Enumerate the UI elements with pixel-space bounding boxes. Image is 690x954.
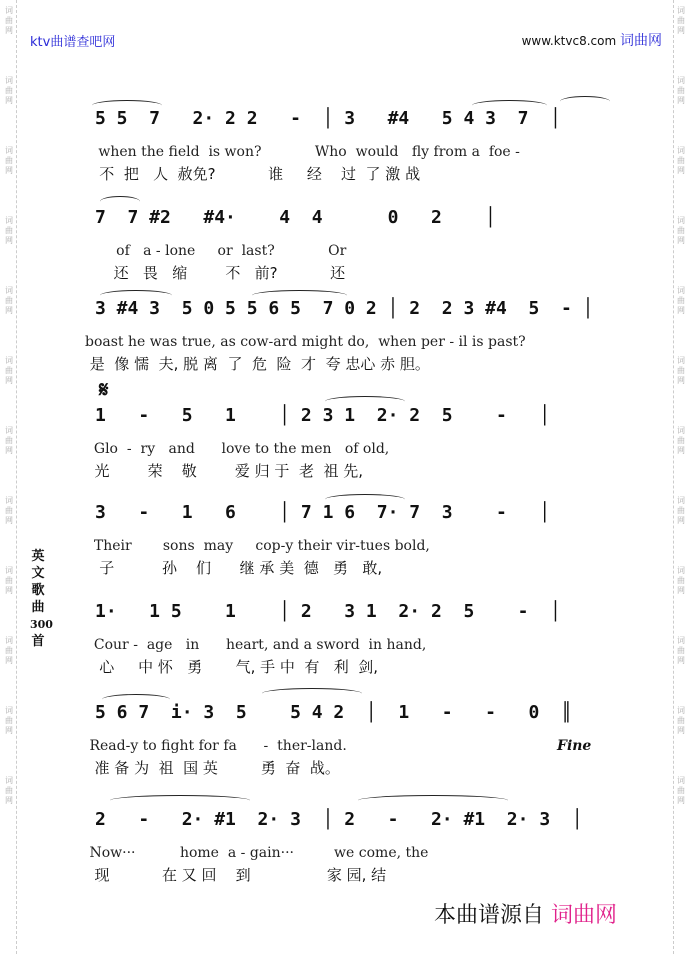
triplet-slur — [325, 396, 405, 407]
english-lyrics: Their sons may cop-y their vir-tues bold, — [85, 538, 430, 554]
jianpu-notes: 1· 1 5 1 │ 2 3 1 2· 2 5 - │ — [95, 601, 561, 622]
triplet-slur — [472, 100, 547, 111]
chinese-lyrics: 还 畏 缩 不 前? 还 — [85, 264, 346, 282]
fine-marking: Fine — [557, 738, 592, 754]
score-system-7 — [85, 702, 615, 782]
source-footer — [434, 898, 617, 929]
triplet-slur — [100, 290, 172, 301]
left-watermark-column: 词 曲 网 词 曲 网 词 曲 网 词 曲 网 词 曲 网 词 曲 网 词 曲 网 词 曲 网 词 曲 网 词 曲 网 词 曲 网 词 曲 网 — [2, 0, 17, 954]
site-header-right[interactable] — [522, 30, 662, 50]
chinese-lyrics: 子 孙 们 继 承 美 德 勇 敢, — [85, 559, 383, 577]
right-watermark-column: 词 曲 网 词 曲 网 词 曲 网 词 曲 网 词 曲 网 词 曲 网 词 曲 网 词 曲 网 词 曲 网 词 曲 网 词 曲 网 词 曲 网 — [673, 0, 688, 954]
jianpu-notes: 3 - 1 6 │ 7 1 6 7· 7 3 - │ — [95, 502, 551, 523]
slur — [252, 290, 347, 301]
chinese-lyrics: 光 荣 敬 爱 归 于 老 祖 先, — [85, 462, 364, 480]
jianpu-notes: 3 #4 3 5 0 5 5 6 5 7 0 2 │ 2 2 3 #4 5 - │ — [95, 298, 594, 319]
score-system-1 — [85, 108, 615, 188]
tie-slur — [560, 96, 610, 107]
chinese-lyrics: 心 中 怀 勇 气, 手 中 有 利 剑, — [85, 658, 379, 676]
site-header-left[interactable]: ktv曲谱查吧网 — [30, 35, 116, 50]
chinese-lyrics: 准 备 为 祖 国 英 勇 奋 战。 — [85, 759, 340, 777]
site-name[interactable]: 词曲网 — [620, 33, 662, 49]
jianpu-notes: 1 - 5 1 │ 2 3 1 2· 2 5 - │ — [95, 405, 551, 426]
triplet-slur — [102, 694, 170, 705]
segno-symbol: 𝄋 — [99, 378, 109, 403]
score-system-4 — [85, 405, 615, 485]
chinese-lyrics: 现 在 又 回 到 家 园, 结 — [85, 866, 387, 884]
slur — [262, 688, 362, 699]
score-system-8 — [85, 809, 615, 889]
english-lyrics: Now··· home a - gain··· we come, the — [85, 845, 429, 861]
jianpu-notes: 2 - 2· #1 2· 3 │ 2 - 2· #1 2· 3 │ — [95, 809, 583, 830]
slur — [358, 795, 508, 806]
score-system-5 — [85, 502, 615, 582]
triplet-slur — [92, 100, 162, 111]
triplet-slur — [325, 494, 405, 505]
footer-prefix: 本曲谱源自 — [434, 903, 545, 928]
chinese-lyrics: 是 像 懦 夫, 脱 离 了 危 险 才 夸 忠心 赤 胆。 — [85, 355, 430, 373]
english-lyrics: when the field is won? Who would fly from a foe - — [85, 144, 520, 160]
english-lyrics: Read-y to fight for fa - ther-land. — [85, 738, 347, 754]
english-lyrics: Cour - age in heart, and a sword in hand, — [85, 637, 427, 653]
score-system-3 — [85, 298, 615, 378]
english-lyrics: Glo - ry and love to the men of old, — [85, 441, 390, 457]
site-url[interactable]: www.ktvc8.com — [521, 34, 617, 48]
chinese-lyrics: 不 把 人 赦免? 谁 经 过 了 激 战 — [85, 165, 421, 183]
english-lyrics: of a - lone or last? Or — [85, 243, 347, 259]
jianpu-notes: 5 5 7 2· 2 2 - │ 3 #4 5 4 3 7 │ — [95, 108, 561, 129]
jianpu-notes: 5 6 7 i· 3 5 5 4 2 │ 1 - - 0 ║ — [95, 702, 572, 723]
footer-site-link[interactable]: 词曲网 — [551, 903, 618, 928]
tie-slur — [100, 196, 140, 207]
book-title-vertical: 英 文 歌 曲 300 首 — [30, 549, 53, 649]
score-system-2 — [85, 207, 615, 287]
score-system-6 — [85, 601, 615, 681]
english-lyrics: boast he was true, as cow-ard might do, when per - il is past? — [85, 334, 526, 350]
jianpu-notes: 7 7 #2 #4· 4 4 0 2 │ — [95, 207, 496, 228]
slur — [110, 795, 250, 806]
